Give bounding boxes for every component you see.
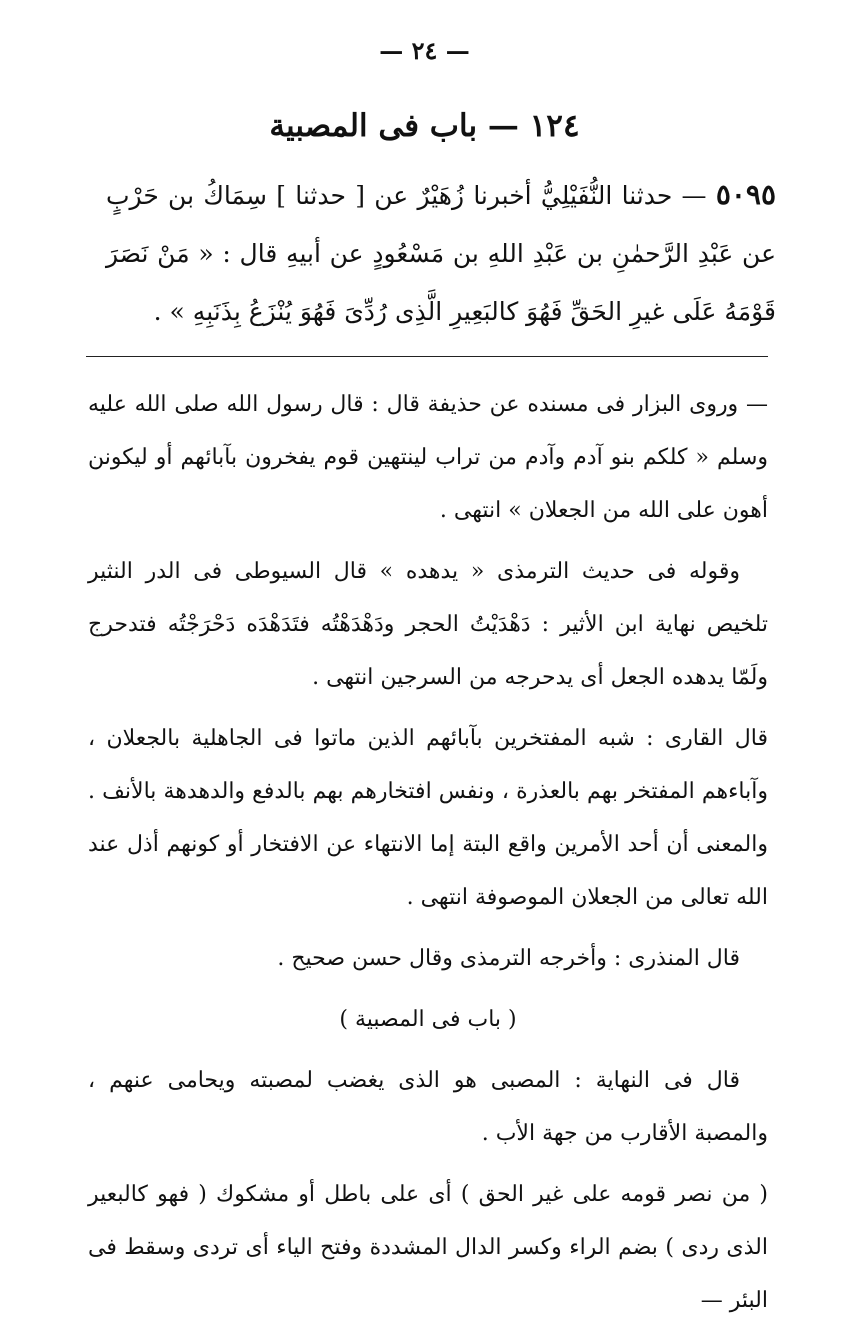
page-number: — ٢٤ — — [379, 36, 470, 65]
footnote-divider — [86, 356, 768, 357]
commentary-block — [88, 378, 768, 1335]
hadith-text: — حدثنا النُّفَيْلِيُّ أخبرنا زُهَيْرٌ عن [ حدثنا ] سِمَاكُ بن حَرْبٍ عن عَبْدِ الرَّحمٰنِ بن عَبْدِ اللهِ بن مَسْعُودٍ عن أبيهِ قال : « مَنْ نَصَرَ قَوْمَهُ عَلَى غيرِ الحَقِّ فَهُوَ كالبَعِيرِ الَّذِى رُدِّىَ فَهُوَ يُنْزَعُ بِذَنَبِهِ » . — [106, 181, 776, 326]
commentary-paragraph-explanation: ( من نصر قومه على غير الحق ) أى على باطل أو مشكوك ( فهو كالبعير الذى ردى ) بضم الراء وكسر الدال المشددة وفتح الياء أى تردى وسقط فى البئر — — [88, 1182, 768, 1313]
chapter-title: ١٢٤ — باب فى المصبية — [269, 108, 580, 144]
commentary-paragraph-qari: قال القارى : شبه المفتخرين بآبائهم الذين ماتوا فى الجاهلية بالجعلان ، وآباءهم المفتخر بهم بالعذرة ، ونفس افتخارهم بهم بالدفع والدهدهة بالأنف . والمعنى أن أحد الأمرين واقع البتة إما الانتهاء عن الافتخار أو كونهم أذل عند الله تعالى من الجعلان الموصوفة انتهى . — [88, 726, 768, 910]
hadith-number: ٥٠٩٥ — [715, 178, 776, 211]
commentary-paragraph-yudahdihu: وقوله فى حديث الترمذى « يدهده » قال السيوطى فى الدر النثير تلخيص نهاية ابن الأثير : دَهْدَيْتُ الحجر ودَهْدَهْتُه فتَدَهْدَه دَحْرَجْتُه فتدحرج ولَمّا يدهده الجعل أى يدحرجه من السرجين انتهى . — [88, 559, 768, 690]
commentary-paragraph-mundhiri: قال المنذرى : وأخرجه الترمذى وقال حسن صحيح . — [277, 946, 740, 971]
commentary-paragraph-nihaya: قال فى النهاية : المصبى هو الذى يغضب لمصبته ويحامى عنهم ، والمصبة الأقارب من جهة الأب . — [88, 1068, 768, 1146]
commentary-section-heading: ( باب فى المصبية ) — [339, 1007, 517, 1032]
hadith-block — [106, 166, 776, 341]
commentary-paragraph-bazzar: — وروى البزار فى مسنده عن حذيفة قال : قال رسول الله صلى الله عليه وسلم « كلكم بنو آدم وآدم من تراب لينتهين قوم يفخرون بآبائهم أو ليكونن أهون على الله من الجعلان » انتهى . — [88, 392, 768, 523]
